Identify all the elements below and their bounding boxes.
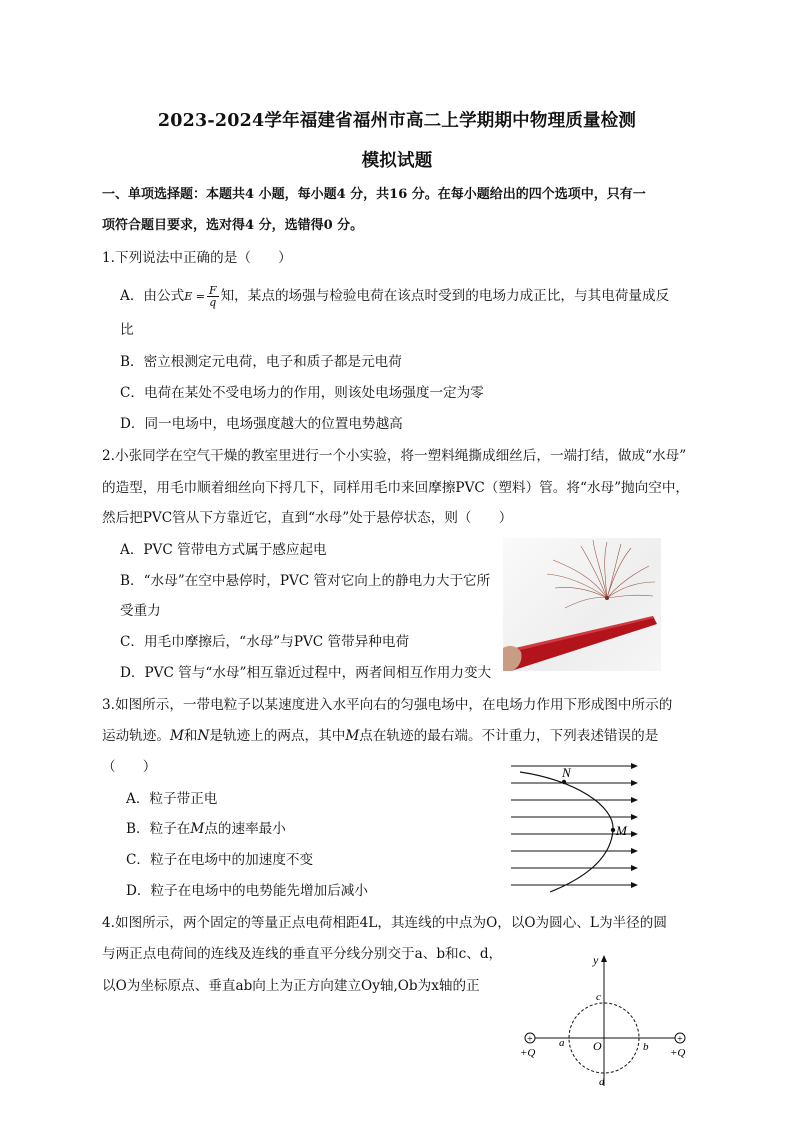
q4-charges-diagram bbox=[515, 950, 695, 1090]
q1-option-a bbox=[120, 285, 669, 308]
label-y: y bbox=[593, 953, 599, 967]
q3-label-m-inline: M bbox=[169, 728, 184, 744]
q4-stem-line3: 以O为坐标原点、垂直ab向上为正方向建立Oy轴,Ob为x轴的正 bbox=[102, 978, 480, 994]
q3-stem-line3: （ ） bbox=[102, 759, 157, 775]
q1-formula-fraction bbox=[207, 285, 219, 308]
label-a: a bbox=[559, 1037, 565, 1049]
label-o: O bbox=[593, 1039, 602, 1053]
q3-field-diagram bbox=[505, 758, 645, 898]
q2-option-c: C．用毛巾摩擦后，“水母”与PVC 管带异种电荷 bbox=[120, 634, 410, 650]
right-charge-sign: + bbox=[677, 1034, 683, 1045]
point-m bbox=[611, 828, 615, 832]
q4-stem-line1: 4.如图所示，两个固定的等量正点电荷相距4L，其连线的中点为O，以O为圆心、L为半径的圆 bbox=[102, 915, 667, 931]
q2-stem-line1: 2.小张同学在空气干燥的教室里进行一个小实验，将一塑料绳撕成细丝后，一端打结，做成“水母” bbox=[102, 448, 687, 464]
jellyfish-pvc-illustration bbox=[503, 538, 661, 671]
label-q-right: +Q bbox=[670, 1047, 686, 1059]
q3-option-b bbox=[126, 820, 286, 838]
label-m: M bbox=[616, 823, 627, 838]
q3-stem-line2-prefix: 运动轨迹。 bbox=[102, 728, 170, 744]
q1-stem: 1.下列说法中正确的是（ ） bbox=[102, 250, 292, 266]
q3-stem-mid: 是轨迹上的两点，其中 bbox=[209, 728, 346, 744]
q2-option-b-line2: 受重力 bbox=[120, 603, 161, 619]
q4-stem-line2: 与两正点电荷间的连线及连线的垂直平分线分别交于a、b和c、d， bbox=[102, 946, 503, 962]
section-heading-line2: 项符合题目要求，选对得4 分，选错得0 分。 bbox=[102, 218, 364, 233]
pvc-rod bbox=[503, 616, 657, 671]
page-title: 2023-2024学年福建省福州市高二上学期期中物理质量检测 bbox=[157, 111, 637, 131]
q1-option-a-prefix: A．由公式 bbox=[120, 288, 185, 304]
q1-option-d: D．同一电场中，电场强度越大的位置电势越高 bbox=[120, 416, 403, 432]
q3-stem-and: 和 bbox=[183, 728, 198, 744]
q1-option-b: B．密立根测定元电荷，电子和质子都是元电荷 bbox=[120, 354, 402, 370]
jellyfish-strands bbox=[547, 540, 655, 608]
page-subtitle: 模拟试题 bbox=[361, 151, 433, 171]
q3-stem-line1: 3.如图所示，一带电粒子以某速度进入水平向右的匀强电场中，在电场力作用下形成图中所示的 bbox=[102, 697, 673, 713]
q2-stem-line2: 的造型，用毛巾顺着细丝向下捋几下，同样用毛巾来回摩擦PVC（塑料）管。将“水母”抛向空中， bbox=[102, 480, 690, 496]
q3-label-m-inline-2: M bbox=[345, 728, 360, 744]
point-n bbox=[562, 780, 566, 784]
q1-formula-lhs: E = bbox=[184, 290, 205, 303]
q3-option-a: A．粒子带正电 bbox=[126, 791, 218, 807]
q3-option-b-m: M bbox=[190, 821, 205, 837]
q3-stem-suffix: 点在轨迹的最右端。不计重力，下列表述错误的是 bbox=[359, 728, 659, 744]
q2-option-d: D．PVC 管与“水母”相互靠近过程中，两者间相互作用力变大 bbox=[120, 665, 492, 681]
q3-label-n-inline: N bbox=[197, 728, 210, 744]
q3-stem-line2 bbox=[102, 727, 658, 745]
q1-formula-numerator: F bbox=[208, 284, 217, 297]
label-b: b bbox=[643, 1041, 649, 1053]
label-c: c bbox=[596, 991, 601, 1003]
q3-option-b-suffix: 点的速率最小 bbox=[204, 821, 286, 837]
particle-trajectory bbox=[520, 772, 613, 892]
jellyfish-knot bbox=[605, 596, 609, 600]
q1-option-a-continued: 比 bbox=[120, 322, 134, 338]
q1-option-a-text: 知，某点的场强与检验电荷在该点时受到的电场力成正比，与其电荷量成反 bbox=[220, 288, 670, 304]
q3-option-c: C．粒子在电场中的加速度不变 bbox=[126, 852, 314, 868]
label-n: N bbox=[562, 765, 571, 780]
q3-option-b-prefix: B．粒子在 bbox=[126, 821, 191, 837]
q1-option-c: C．电荷在某处不受电场力的作用，则该处电场强度一定为零 bbox=[120, 385, 484, 401]
section-heading-line1: 一、单项选择题：本题共4 小题，每小题4 分，共16 分。在每小题给出的四个选项中，只有一 bbox=[102, 187, 646, 202]
label-d: d bbox=[599, 1076, 605, 1088]
left-charge-sign: + bbox=[527, 1034, 533, 1045]
q3-option-d: D．粒子在电场中的电势能先增加后减小 bbox=[126, 883, 368, 899]
q1-formula-denominator: q bbox=[209, 296, 217, 309]
q2-option-a: A．PVC 管带电方式属于感应起电 bbox=[120, 542, 327, 558]
q2-option-b-line1: B．“水母”在空中悬停时，PVC 管对它向上的静电力大于它所 bbox=[120, 573, 491, 589]
q2-stem-line3: 然后把PVC管从下方靠近它，直到“水母”处于悬停状态，则（ ） bbox=[102, 510, 513, 526]
jellyfish-pvc-photo bbox=[503, 538, 661, 671]
label-q-left: +Q bbox=[520, 1047, 536, 1059]
